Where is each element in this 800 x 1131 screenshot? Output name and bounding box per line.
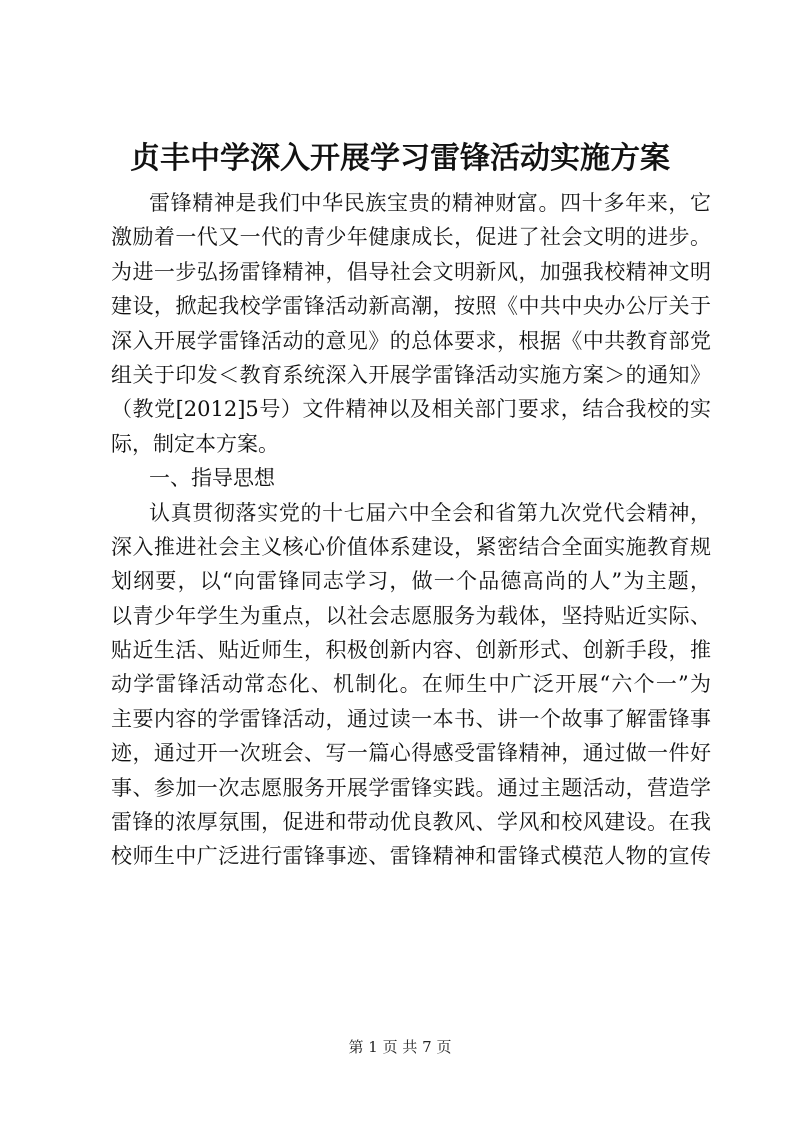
paragraph-line: 事、参加一次志愿服务开展学雷锋实践。通过主题活动，营造学	[111, 775, 711, 800]
paragraph-line: 认真贯彻落实党的十七届六中全会和省第九次党代会精神，	[149, 500, 711, 525]
paragraph-line: 际，制定本方案。	[111, 431, 279, 456]
paragraph-line: 深入开展学雷锋活动的意见》的总体要求，根据《中共教育部党	[111, 328, 711, 353]
paragraph-line: 划纲要，以“向雷锋同志学习，做一个品德高尚的人”为主题，	[111, 569, 711, 594]
paragraph-line: 迹，通过开一次班会、写一篇心得感受雷锋精神，通过做一件好	[111, 741, 711, 766]
paragraph-line: 深入推进社会主义核心价值体系建设，紧密结合全面实施教育规	[111, 534, 711, 559]
paragraph-line: 组关于印发＜教育系统深入开展学雷锋活动实施方案＞的通知》	[111, 362, 711, 387]
paragraph-line: 贴近生活、贴近师生，积极创新内容、创新形式、创新手段，推	[111, 638, 711, 663]
paragraph-line: 主要内容的学雷锋活动，通过读一本书、讲一个故事了解雷锋事	[111, 706, 711, 731]
paragraph-line: 激励着一代又一代的青少年健康成长，促进了社会文明的进步。	[111, 225, 711, 250]
paragraph-line: 雷锋的浓厚氛围，促进和带动优良教风、学风和校风建设。在我	[111, 810, 711, 835]
section-heading: 一、指导思想	[149, 466, 275, 491]
document-body	[111, 186, 711, 874]
paragraph-line: 建设，掀起我校学雷锋活动新高潮，按照《中共中央办公厅关于	[111, 294, 711, 319]
page-footer: 第 1 页 共 7 页	[348, 1038, 452, 1056]
paragraph-line: 以青少年学生为重点，以社会志愿服务为载体，坚持贴近实际、	[111, 603, 711, 628]
paragraph-line: 动学雷锋活动常态化、机制化。在师生中广泛开展“六个一”为	[111, 672, 711, 697]
paragraph-line: 校师生中广泛进行雷锋事迹、雷锋精神和雷锋式模范人物的宣传	[111, 844, 711, 869]
document-title: 贞丰中学深入开展学习雷锋活动实施方案	[130, 141, 670, 176]
paragraph-line: 为进一步弘扬雷锋精神，倡导社会文明新风，加强我校精神文明	[111, 259, 711, 284]
paragraph-line: （教党[2012]5号）文件精神以及相关部门要求，结合我校的实	[111, 397, 711, 422]
paragraph-line: 雷锋精神是我们中华民族宝贵的精神财富。四十多年来，它	[149, 191, 711, 215]
